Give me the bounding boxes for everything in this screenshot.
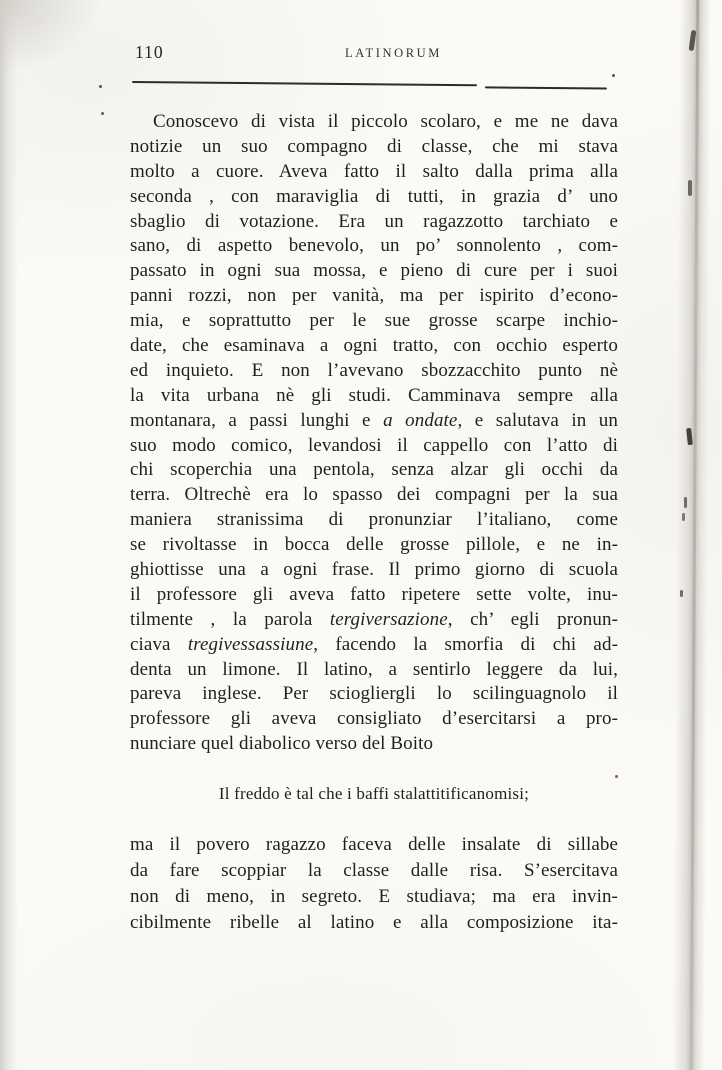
scan-speck: [612, 74, 615, 77]
text-line: seconda , con maraviglia di tutti, in grazia d’ uno: [130, 185, 618, 207]
text-line: ma il povero ragazzo faceva delle insalate di sillabe: [130, 834, 618, 856]
text-line: ciava tregivessassiune, facendo la smorfia di chi ad-: [130, 633, 618, 655]
page-top-left-corner-shadow: [0, 0, 110, 80]
text-line: se rivoltasse in bocca delle grosse pillole, e ne in-: [130, 534, 618, 556]
text-line: maniera stranissima di pronunziar l’italiano, come: [130, 509, 618, 531]
text-line: molto a cuore. Aveva fatto il salto dalla prima alla: [130, 160, 618, 182]
scan-speck: [101, 112, 104, 115]
text-line: sano, di aspetto benevolo, un po’ sonnolento , com-: [130, 235, 618, 257]
text-line: passato in ogni sua mossa, e pieno di cure per i suoi: [130, 260, 618, 282]
verse-quotation: Il freddo è tal che i baffi stalattitificanomisi;: [218, 784, 530, 804]
text-line: professore gli aveva consigliato d’esercitarsi a pro-: [130, 708, 618, 730]
scan-speck: [684, 497, 687, 508]
text-line: cibilmente ribelle al latino e alla composizione ita-: [130, 912, 618, 934]
text-line: non di meno, in segreto. E studiava; ma era invin-: [130, 886, 618, 908]
text-line: tilmente , la parola tergiversazione, ch’ egli pronun-: [130, 608, 619, 630]
page-number: 110: [135, 42, 164, 62]
running-header: [130, 42, 617, 66]
scan-speck: [682, 513, 685, 521]
text-line: Conoscevo di vista il piccolo scolaro, e me ne dava: [153, 111, 618, 132]
text-line: suo modo comico, levandosi il cappello con l’atto di: [130, 434, 618, 456]
text-block: [130, 110, 618, 936]
text-line: ed inquieto. E non l’avevano sbozzacchito punto nè: [130, 359, 618, 381]
text-line: mia, e soprattutto per le sue grosse scarpe inchio-: [130, 310, 618, 332]
paragraph-1: [130, 110, 618, 757]
text-line: il professore gli aveva fatto ripetere sette volte, inu-: [130, 583, 618, 605]
running-head-title: LATINORUM: [344, 46, 443, 60]
text-line: chi scoperchia una pentola, senza alzar gli occhi da: [130, 459, 618, 481]
scan-speck: [688, 180, 692, 196]
text-line: la vita urbana nè gli studi. Camminava sempre alla: [130, 384, 618, 406]
text-line: notizie un suo compagno di classe, che mi stava: [130, 135, 618, 157]
text-line: pareva inglese. Per sciogliergli lo scilinguagnolo il: [130, 683, 618, 705]
header-rule-segment: [132, 81, 477, 86]
text-line: nunciare quel diabolico verso del Boito: [130, 733, 434, 755]
text-line: sbaglio di votazione. Era un ragazzotto tarchiato e: [130, 210, 618, 232]
text-line: panni rozzi, non per vanità, ma per ispirito d’econo-: [130, 285, 618, 307]
scan-speck: [99, 85, 102, 88]
text-line: terra. Oltrechè era lo spasso dei compagni per la sua: [130, 484, 618, 506]
header-rule-segment: [485, 86, 607, 89]
paragraph-2: [130, 832, 618, 936]
header-rule: [132, 81, 608, 90]
scan-speck: [680, 590, 683, 597]
page-left-edge-shadow: [0, 0, 18, 1070]
text-line: da fare scoppiar la classe dalle risa. S’esercitava: [130, 860, 618, 882]
text-line: ghiottisse una a ogni frase. Il primo giorno di scuola: [130, 559, 618, 581]
text-line: date, che esaminava a ogni tratto, con occhio esperto: [130, 335, 618, 357]
text-line: montanara, a passi lunghi e a ondate, e salutava in un: [130, 409, 619, 431]
text-line: denta un limone. Il latino, a sentirlo leggere da lui,: [130, 658, 618, 680]
